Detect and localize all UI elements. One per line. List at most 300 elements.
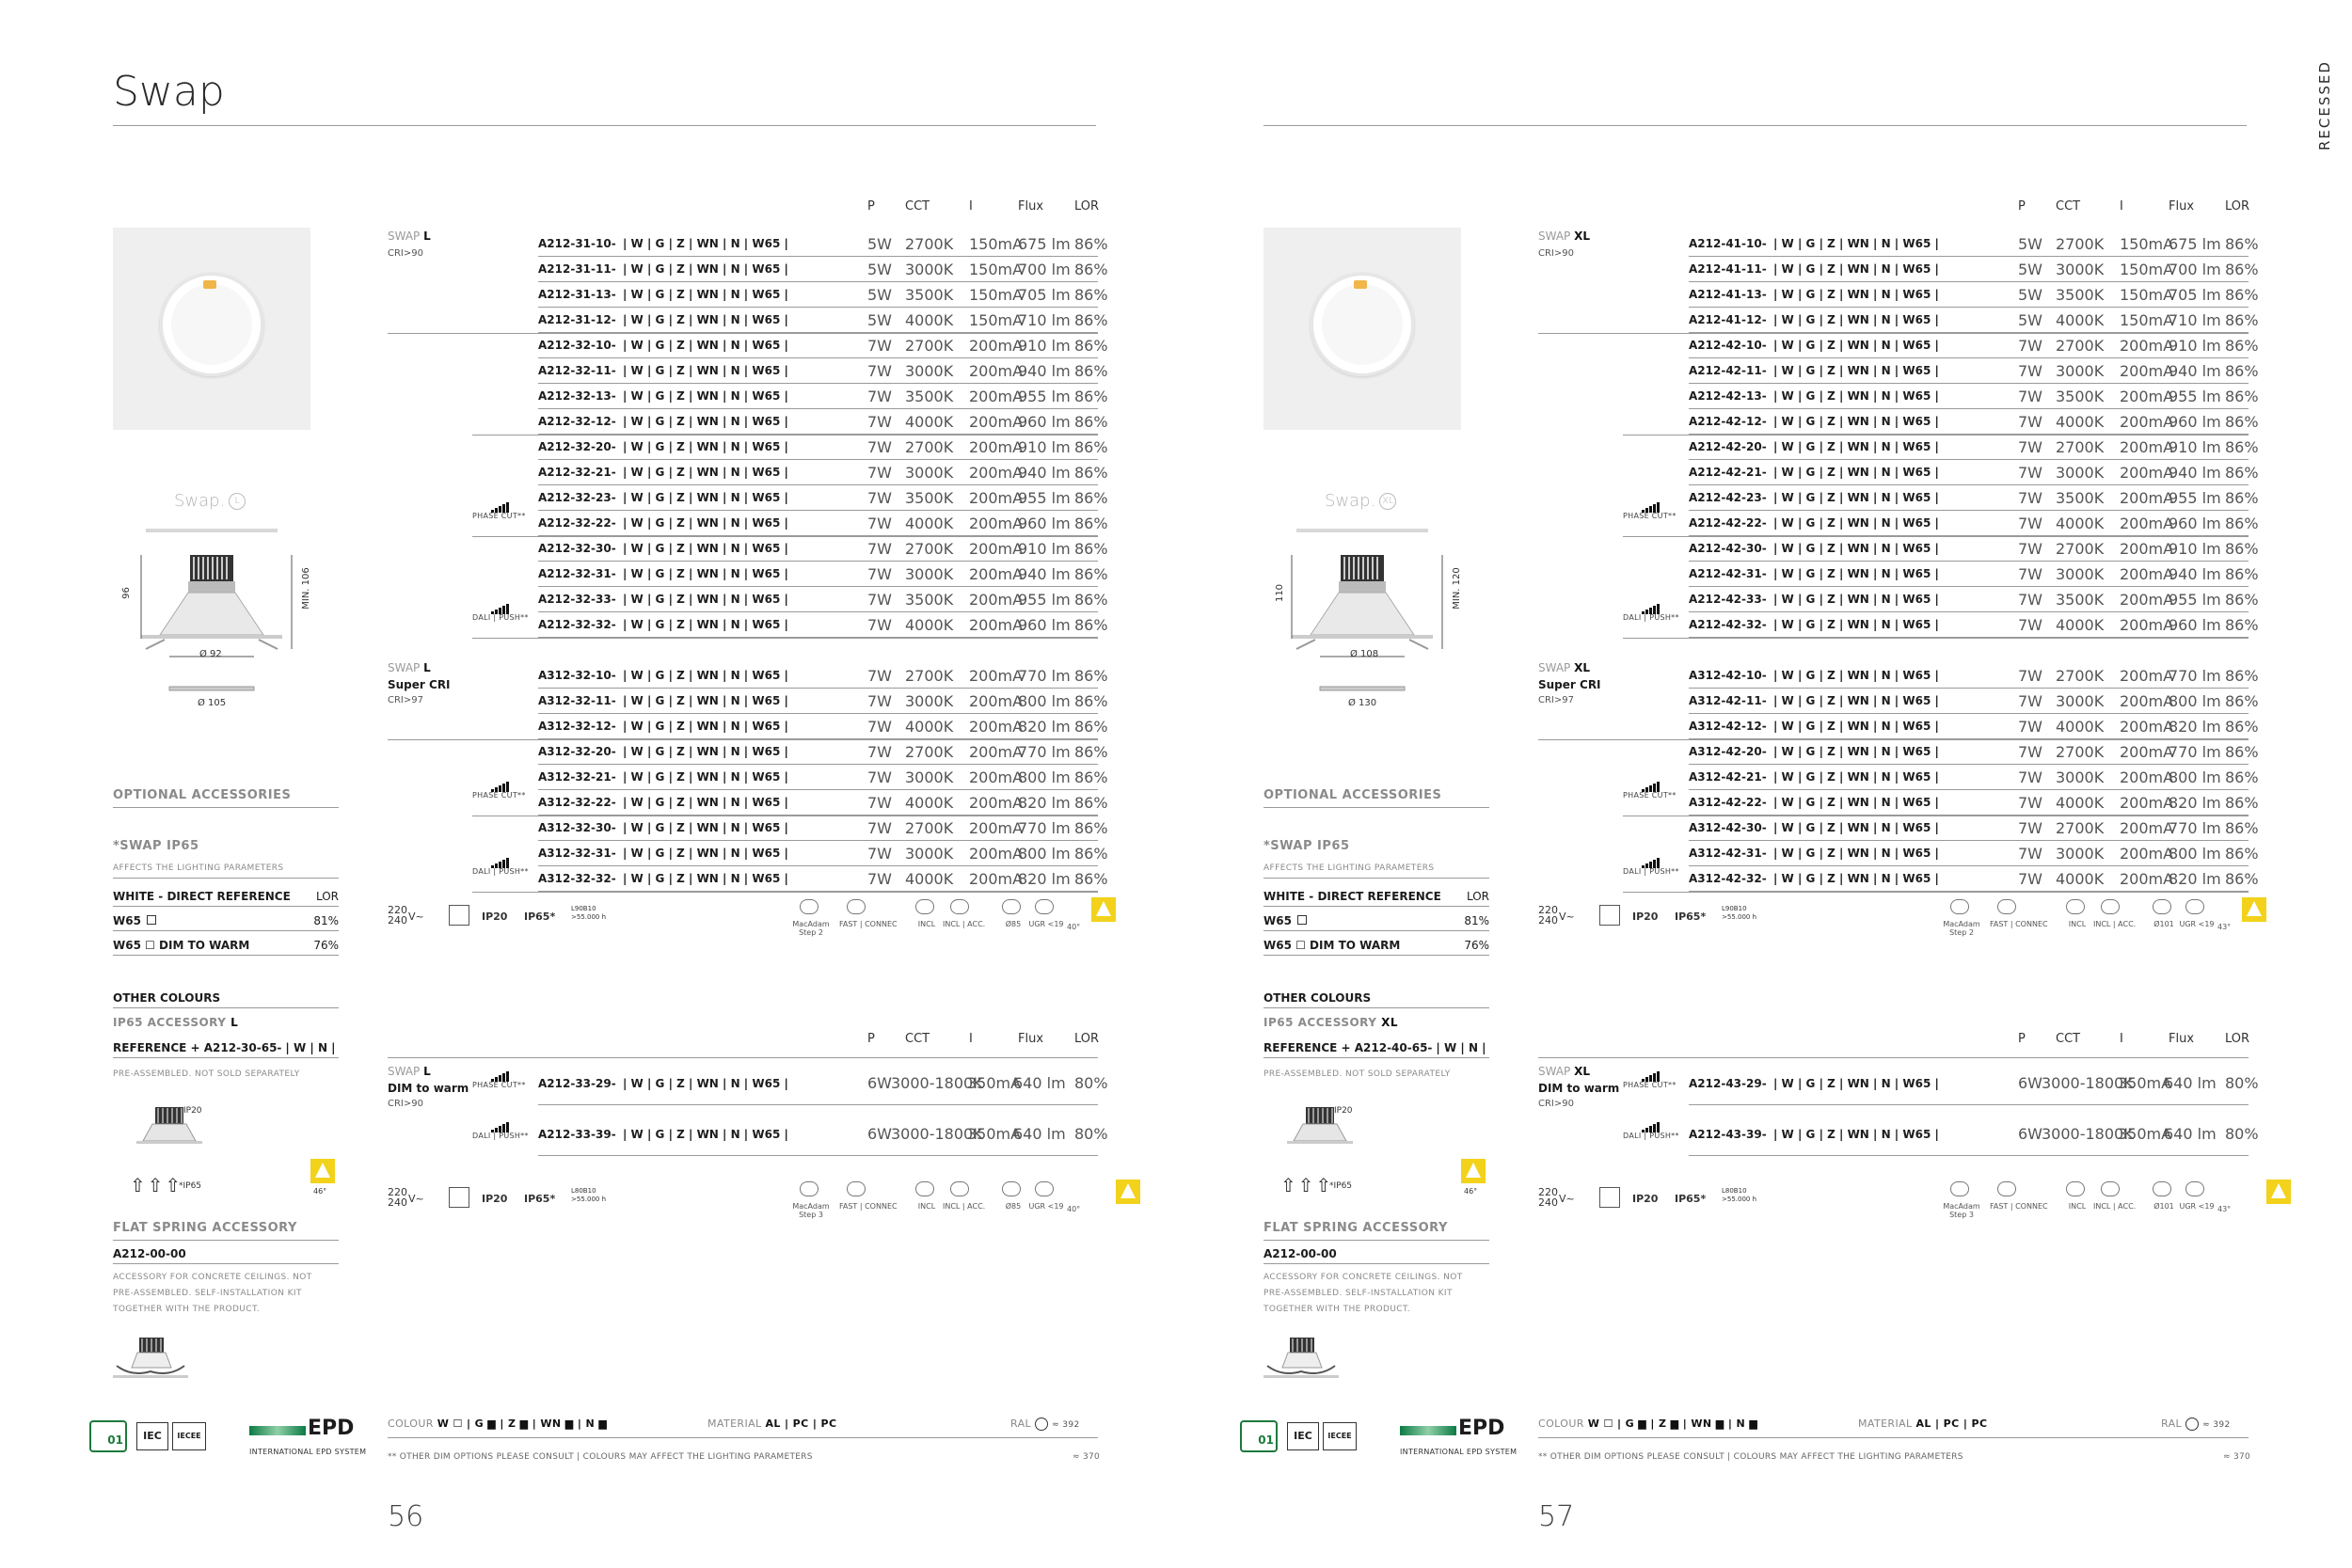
connector-icon [847,1181,866,1196]
table-row[interactable] [1689,1062,2259,1105]
power: 7W [2018,489,2042,507]
dimmer-bars-icon [491,1115,510,1126]
current: 200mA [969,388,1024,405]
ip65-title: *SWAP IP65 [113,839,199,853]
macadam-icon [800,899,818,914]
cct: 4000K [905,870,954,888]
table-row[interactable] [538,765,1108,790]
power: 7W [2018,565,2042,583]
group-family: SWAP [1538,661,1571,674]
power: 7W [2018,667,2042,685]
power: 6W [867,1125,892,1143]
cct: 4000K [905,794,954,812]
control-label: DALI | PUSH** [472,867,529,876]
power: 7W [867,388,892,405]
power: 7W [2018,464,2042,482]
group-size: XL [1574,230,1591,243]
power: 7W [867,438,892,456]
table-row[interactable] [1689,257,2259,282]
cct: 3000K [2056,362,2105,380]
table-row[interactable] [1689,612,2259,638]
flux: 800 lm [1018,845,1071,863]
control-icon [491,1115,510,1132]
class-ii-icon [1599,1187,1620,1208]
table-row[interactable] [538,409,1108,435]
epd-subtitle: INTERNATIONAL EPD SYSTEM [1400,1448,1518,1456]
table-row[interactable] [1689,765,2259,790]
lor: 86% [2225,413,2259,431]
col-cct-header: CCT [905,199,930,214]
beam-angle: 43° [2217,923,2232,931]
lor: 86% [2225,870,2259,888]
table-row[interactable] [538,1113,1108,1156]
lor: 86% [1074,388,1108,405]
flux: 955 lm [2169,489,2221,507]
cct: 3000K [905,362,954,380]
flux: 820 lm [1018,718,1071,736]
group-name [388,230,431,243]
iec-logo: IEC [1287,1422,1319,1450]
table-row[interactable] [1689,308,2259,333]
current: 200mA [969,489,1024,507]
current: 150mA [969,311,1024,329]
lor: 86% [2225,311,2259,329]
spring-label: INCL | ACC. [2093,1202,2137,1211]
lor: 86% [2225,845,2259,863]
table-row[interactable] [1689,384,2259,409]
product-code: A212-41-12- [1689,313,1767,326]
cct: 3000K [905,692,954,710]
product-code: A212-32-30- [538,542,616,555]
variants: | W | G | Z | WN | N | W65 | [1773,288,1939,301]
lor: 86% [2225,819,2259,837]
group-size: L [423,1065,431,1078]
white-direct-row [1263,886,1489,907]
dimmer-bars-icon [1642,1064,1661,1075]
power: 7W [2018,438,2042,456]
control-icon [491,774,510,792]
variants: | W | G | Z | WN | N | W65 | [623,694,788,707]
table-row[interactable] [1689,435,2259,460]
epd-logo: EPD [308,1417,355,1440]
w65-row [1263,911,1489,931]
lor: 86% [1074,591,1108,609]
table-row[interactable] [538,485,1108,511]
col-lor-header: LOR [2225,1032,2250,1046]
current: 200mA [969,362,1024,380]
ugr-icon [1035,1181,1054,1196]
voltage-unit: V~ [408,911,424,923]
table-row[interactable] [538,790,1108,816]
cct: 2700K [905,540,954,558]
current: 200mA [969,515,1024,532]
lor: 86% [1074,870,1108,888]
table-row[interactable] [538,562,1108,587]
group-subname: DIM to warm [388,1082,469,1095]
col-cct-header: CCT [2056,199,2081,214]
product-code: A212-32-32- [538,618,616,631]
flux: 910 lm [2169,438,2221,456]
arrows-icon: ⇧⇧⇧ [1280,1174,1334,1196]
cct: 2700K [2056,540,2105,558]
group-rule [1623,892,2249,893]
table-row[interactable] [538,866,1108,892]
cct: 3500K [2056,591,2105,609]
power: 7W [2018,845,2042,863]
variants: | W | G | Z | WN | N | W65 | [1773,745,1939,758]
size-badge: XL [1379,493,1396,510]
current: 150mA [2120,286,2174,304]
product-code: A312-42-11- [1689,694,1767,707]
power: 5W [2018,235,2042,253]
iecee-logo: IECEE [1323,1422,1357,1450]
current: 200mA [969,616,1024,634]
group-size: XL [1574,1065,1591,1078]
driver-label: INCL [917,920,936,928]
col-lor-header: LOR [2225,199,2250,214]
lor: 86% [1074,565,1108,583]
power: 6W [2018,1125,2042,1143]
flux: 820 lm [2169,718,2221,736]
variants: | W | G | Z | WN | N | W65 | [623,872,788,885]
control-icon [1642,596,1661,614]
beam-angle-icon [1116,1180,1140,1204]
power: 7W [867,667,892,685]
dimmer-bars-icon [1642,1115,1661,1126]
w65-dim-lor: 76% [313,939,339,952]
table-row[interactable] [538,714,1108,739]
ip20-label: IP20 [1334,1106,1353,1116]
lor: 86% [1074,413,1108,431]
table-row[interactable] [1689,1113,2259,1156]
table-row[interactable] [1689,790,2259,816]
class-number: 01 [107,1433,123,1447]
table-row[interactable] [1689,663,2259,689]
ip65-rating: IP65* [1675,1193,1707,1205]
page-title: Swap [113,68,225,116]
variants: | W | G | Z | WN | N | W65 | [1773,516,1939,530]
power: 5W [867,235,892,253]
table-row[interactable] [1689,536,2259,562]
table-row[interactable] [538,1062,1108,1105]
w65-dim-label: W65 ☐ DIM TO WARM [1263,939,1401,952]
product-code: A212-42-30- [1689,542,1767,555]
power: 7W [2018,413,2042,431]
group-name [1538,661,1590,674]
group-name [388,1065,431,1078]
table-row[interactable] [538,384,1108,409]
class-number: 01 [1258,1433,1274,1447]
other-colours-heading: OTHER COLOURS [1263,988,1489,1008]
material-legend [707,1418,836,1430]
variants: | W | G | Z | WN | N | W65 | [623,542,788,555]
flux: 640 lm [1013,1074,1066,1092]
driver-label: INCL [917,1202,936,1211]
current: 200mA [969,819,1024,837]
cct: 3000K [905,845,954,863]
control-label: DALI | PUSH** [1623,1132,1679,1140]
flux: 770 lm [1018,667,1071,685]
product-code: A212-42-11- [1689,364,1767,377]
variants: | W | G | Z | WN | N | W65 | [1773,567,1939,580]
ip65-label: *IP65 [1329,1181,1353,1191]
group-family: SWAP [388,1065,421,1078]
cct: 2700K [2056,667,2105,685]
cct: 3000K [2056,692,2105,710]
power: 7W [2018,540,2042,558]
variants: | W | G | Z | WN | N | W65 | [623,339,788,352]
cct: 3500K [2056,286,2105,304]
flat-spring-drawing [113,1334,188,1386]
variants: | W | G | Z | WN | N | W65 | [623,720,788,733]
variants: | W | G | Z | WN | N | W65 | [623,618,788,631]
table-row[interactable] [538,308,1108,333]
cutout-label: Ø101 [2153,920,2174,928]
product-code: A212-32-13- [538,389,616,403]
table-row[interactable] [538,435,1108,460]
cct: 3000K [905,261,954,278]
product-code: A212-43-29- [1689,1077,1767,1090]
product-code: A212-33-29- [538,1077,616,1090]
current: 350mA [2118,1074,2172,1092]
table-row[interactable] [538,587,1108,612]
flat-spring-note: PRE-ASSEMBLED. SELF-INSTALLATION KIT [1263,1289,1453,1298]
current: 200mA [969,718,1024,736]
control-icon [491,1064,510,1082]
voltage-unit: V~ [1559,911,1575,923]
current: 150mA [2120,311,2174,329]
ip65-accessory-text: IP65 ACCESSORY [113,1016,227,1029]
w65-dim-row [1263,935,1489,956]
macadam-icon [1950,899,1969,914]
table-row[interactable] [1689,866,2259,892]
product-code: A212-42-31- [1689,567,1767,580]
col-i-header: I [969,199,973,214]
variants: | W | G | Z | WN | N | W65 | [623,364,788,377]
cutout-icon [2153,1181,2171,1196]
table-row[interactable] [1689,587,2259,612]
connector-label: FAST | CONNEC [1990,920,2048,928]
flux: 960 lm [1018,515,1071,532]
macadam-label: MacAdam Step 2 [1943,920,1980,937]
table-row[interactable] [1689,409,2259,435]
class-ii-icon [449,1187,469,1208]
ip65-note: AFFECTS THE LIGHTING PARAMETERS [1263,863,1435,873]
flux: 820 lm [1018,870,1071,888]
flux: 770 lm [2169,819,2221,837]
power: 7W [2018,768,2042,786]
table-row[interactable] [1689,714,2259,739]
rule [1263,878,1489,879]
current: 200mA [2120,794,2174,812]
current: 200mA [969,591,1024,609]
table-row[interactable] [538,816,1108,841]
table-row[interactable] [1689,231,2259,257]
table-row[interactable] [538,536,1108,562]
table-row[interactable] [538,612,1108,638]
size-badge: L [229,493,246,510]
cct: 3000-1800K [891,1074,983,1092]
control-label: PHASE CUT** [472,791,526,800]
group-cri: CRI>97 [1538,695,1574,705]
min-height-label: MIN. 106 [300,567,311,610]
dimension-drawing [1263,546,1461,715]
lor: 86% [1074,718,1108,736]
product-code: A312-32-22- [538,796,616,809]
rule [1538,1057,2249,1058]
product-code: A212-31-13- [538,288,616,301]
dimmer-bars-icon [491,850,510,862]
current: 200mA [969,540,1024,558]
power: 7W [867,845,892,863]
lor: 86% [1074,489,1108,507]
table-row[interactable] [538,689,1108,714]
cct: 2700K [2056,743,2105,761]
current: 200mA [969,667,1024,685]
variants: | W | G | Z | WN | N | W65 | [1773,262,1939,276]
dimmer-bars-icon [1642,850,1661,862]
group-name [388,661,431,674]
white-direct-row [113,886,339,907]
class-ii-badge [89,1420,127,1452]
table-row[interactable] [538,282,1108,308]
dimmer-bars-icon [491,596,510,608]
cutout-icon [1002,899,1021,914]
product-code: A312-32-20- [538,745,616,758]
table-row[interactable] [538,358,1108,384]
flux: 770 lm [1018,743,1071,761]
voltage-unit: V~ [1559,1193,1575,1205]
control-label: DALI | PUSH** [472,1132,529,1140]
flux: 640 lm [2164,1074,2217,1092]
table-row[interactable] [538,333,1108,358]
current: 200mA [969,870,1024,888]
lor: 86% [1074,616,1108,634]
current: 200mA [2120,515,2174,532]
control-label: PHASE CUT** [1623,512,1677,520]
flux: 675 lm [1018,235,1071,253]
current: 350mA [967,1074,1022,1092]
table-row[interactable] [538,663,1108,689]
table-row[interactable] [538,511,1108,536]
other-colours-heading: OTHER COLOURS [113,988,339,1008]
variants: | W | G | Z | WN | N | W65 | [623,796,788,809]
current: 200mA [2120,413,2174,431]
group-subname: Super CRI [1538,678,1601,691]
variants: | W | G | Z | WN | N | W65 | [1773,796,1939,809]
ip65-accessory-heading [113,1016,238,1029]
cct: 4000K [2056,413,2105,431]
table-row[interactable] [1689,841,2259,866]
product-code: A212-42-10- [1689,339,1767,352]
product-code: A312-32-31- [538,847,616,860]
table-row[interactable] [538,231,1108,257]
macadam-label: MacAdam Step 3 [1943,1202,1980,1219]
connector-label: FAST | CONNEC [839,920,898,928]
table-row[interactable] [538,460,1108,485]
col-i-header: I [969,1032,973,1046]
table-row[interactable] [1689,689,2259,714]
wordmark-text: Swap. [174,491,226,511]
variants: | W | G | Z | WN | N | W65 | [1773,593,1939,606]
table-row[interactable] [1689,816,2259,841]
cct: 2700K [905,337,954,355]
table-row[interactable] [1689,739,2259,765]
current: 200mA [969,565,1024,583]
spring-icon [2101,899,2120,914]
product-code: A212-32-11- [538,364,616,377]
voltage-unit: V~ [408,1193,424,1205]
current: 150mA [2120,261,2174,278]
lor: 86% [2225,438,2259,456]
table-row[interactable] [538,841,1108,866]
variants: | W | G | Z | WN | N | W65 | [1773,872,1939,885]
ip20-rating: IP20 [1632,1193,1659,1205]
rule [388,1057,1098,1058]
group-cri: CRI>90 [1538,248,1574,259]
current: 200mA [2120,692,2174,710]
rule [1263,807,1489,808]
col-p-header: P [2018,1032,2026,1046]
table-row[interactable] [1689,333,2259,358]
power: 7W [2018,337,2042,355]
control-label: DALI | PUSH** [1623,867,1679,876]
product-code: A312-42-32- [1689,872,1767,885]
footer-note: ** OTHER DIM OPTIONS PLEASE CONSULT | COLOURS MAY AFFECT THE LIGHTING PARAMETERS [388,1452,813,1462]
power: 7W [2018,362,2042,380]
control-icon [1642,850,1661,868]
table-row[interactable] [1689,282,2259,308]
ip65-accessory-size: XL [1381,1016,1399,1029]
variants: | W | G | Z | WN | N | W65 | [623,491,788,504]
power: 5W [2018,286,2042,304]
power: 7W [2018,591,2042,609]
control-label: PHASE CUT** [472,512,526,520]
driver-label: INCL [2068,1202,2087,1211]
flux: 960 lm [1018,616,1071,634]
beam-angle-icon [2242,897,2266,922]
product-code: A312-32-10- [538,669,616,682]
variants: | W | G | Z | WN | N | W65 | [1773,821,1939,834]
weight-value: ≈ 370 [2223,1452,2251,1462]
variants: | W | G | Z | WN | N | W65 | [1773,339,1939,352]
cct: 3000K [2056,261,2105,278]
table-row[interactable] [1689,562,2259,587]
reference-code: REFERENCE + A212-30-65- [113,1041,282,1054]
cct: 4000K [2056,718,2105,736]
ip65-accessory-heading [1263,1016,1398,1029]
cutout-label: Ø101 [2153,1202,2174,1211]
table-row[interactable] [538,257,1108,282]
beam-angle-icon [310,1159,335,1183]
power: 7W [2018,718,2042,736]
group-rule [472,638,1098,639]
product-code: A312-32-11- [538,694,616,707]
cct: 4000K [2056,616,2105,634]
table-row[interactable] [1689,511,2259,536]
material-label: MATERIAL [1858,1418,1913,1430]
dimmer-bars-icon [491,495,510,506]
table-row[interactable] [1689,358,2259,384]
table-row[interactable] [1689,460,2259,485]
w65-label: W65 [1263,914,1292,927]
table-row[interactable] [1689,485,2259,511]
power: 7W [867,540,892,558]
table-row[interactable] [538,739,1108,765]
flux: 640 lm [2164,1125,2217,1143]
lor: 86% [1074,794,1108,812]
dimmer-bars-icon [1642,495,1661,506]
